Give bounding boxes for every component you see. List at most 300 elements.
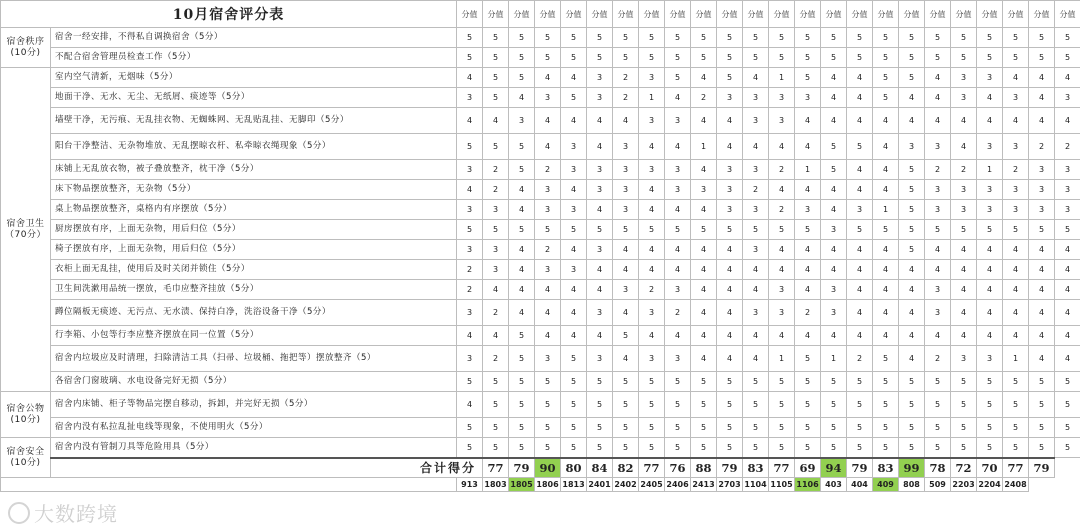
score-cell: 5 <box>899 438 925 458</box>
room-id-cell: 2401 <box>587 478 613 492</box>
score-cell: 5 <box>613 372 639 392</box>
score-cell: 3 <box>743 300 769 326</box>
watermark-logo-icon <box>8 502 30 524</box>
score-cell: 3 <box>561 200 587 220</box>
score-cell: 5 <box>483 418 509 438</box>
score-cell: 3 <box>821 220 847 240</box>
score-cell: 5 <box>691 438 717 458</box>
score-cell: 5 <box>873 438 899 458</box>
total-score-cell: 77 <box>769 458 795 478</box>
score-cell: 4 <box>873 134 899 160</box>
score-cell: 3 <box>457 300 483 326</box>
score-cell: 4 <box>769 240 795 260</box>
score-cell: 5 <box>639 438 665 458</box>
score-cell: 5 <box>977 28 1003 48</box>
criterion-row <box>1 300 1080 326</box>
score-cell: 3 <box>977 180 1003 200</box>
score-cell: 4 <box>951 134 977 160</box>
room-id-cell: 403 <box>821 478 847 492</box>
score-cell: 4 <box>925 326 951 346</box>
score-cell: 4 <box>561 300 587 326</box>
score-cell: 5 <box>483 88 509 108</box>
score-cell: 5 <box>1055 220 1080 240</box>
score-cell: 2 <box>925 160 951 180</box>
total-score-cell: 79 <box>847 458 873 478</box>
score-cell: 2 <box>483 180 509 200</box>
criterion-row <box>1 260 1080 280</box>
score-cell: 5 <box>899 28 925 48</box>
criterion-text: 行李箱、小包等行李应整齐摆放在同一位置（5分） <box>51 326 457 346</box>
score-cell: 4 <box>457 108 483 134</box>
score-cell: 5 <box>1029 48 1055 68</box>
score-cell: 2 <box>743 180 769 200</box>
score-cell: 4 <box>535 280 561 300</box>
room-id-cell: 404 <box>847 478 873 492</box>
score-cell: 5 <box>873 346 899 372</box>
score-cell: 4 <box>925 260 951 280</box>
score-cell: 4 <box>587 200 613 220</box>
score-cell: 5 <box>1003 372 1029 392</box>
criterion-text: 室内空气清新，无烟味（5分） <box>51 68 457 88</box>
score-cell: 4 <box>483 326 509 346</box>
score-cell: 5 <box>821 160 847 180</box>
room-id-cell: 2203 <box>951 478 977 492</box>
score-cell: 5 <box>1055 392 1080 418</box>
criterion-text: 墙壁干净，无污痕、无乱挂衣物、无蜘蛛网、无乱贴乱挂、无脚印（5分） <box>51 108 457 134</box>
score-cell: 5 <box>769 28 795 48</box>
score-cell: 5 <box>899 220 925 240</box>
criterion-text: 床铺上无乱放衣物，被子叠放整齐，枕干净（5分） <box>51 160 457 180</box>
score-cell: 4 <box>951 326 977 346</box>
criterion-row <box>1 28 1080 48</box>
category-label: 宿舍卫生（70分） <box>1 68 51 392</box>
total-score-cell: 94 <box>821 458 847 478</box>
score-cell: 4 <box>847 180 873 200</box>
score-cell: 5 <box>561 418 587 438</box>
score-cell: 5 <box>795 438 821 458</box>
score-cell: 1 <box>821 346 847 372</box>
score-cell: 5 <box>509 346 535 372</box>
score-cell: 4 <box>873 280 899 300</box>
room-id-cell: 2408 <box>1003 478 1029 492</box>
score-cell: 5 <box>1055 372 1080 392</box>
score-cell: 5 <box>821 28 847 48</box>
score-cell: 4 <box>951 300 977 326</box>
score-cell: 4 <box>795 108 821 134</box>
score-cell: 5 <box>509 134 535 160</box>
score-cell: 5 <box>743 48 769 68</box>
score-cell: 5 <box>509 220 535 240</box>
score-cell: 3 <box>717 160 743 180</box>
score-cell: 5 <box>483 438 509 458</box>
score-cell: 5 <box>509 326 535 346</box>
score-cell: 5 <box>821 418 847 438</box>
criterion-row <box>1 200 1080 220</box>
score-cell: 4 <box>587 280 613 300</box>
score-cell: 5 <box>977 48 1003 68</box>
score-cell: 3 <box>483 260 509 280</box>
score-cell: 5 <box>535 392 561 418</box>
score-column-header: 分值 <box>873 1 899 28</box>
total-score-cell: 88 <box>691 458 717 478</box>
criterion-text: 衣柜上面无乱挂，使用后及时关闭并锁住（5分） <box>51 260 457 280</box>
score-cell: 2 <box>925 346 951 372</box>
score-cell: 4 <box>821 68 847 88</box>
criterion-text: 蹲位隔板无痰迹、无污点、无水渍、保持白净，洗浴设备干净（5分） <box>51 300 457 326</box>
score-cell: 4 <box>743 68 769 88</box>
score-cell: 4 <box>1055 326 1080 346</box>
score-cell: 5 <box>769 392 795 418</box>
score-cell: 4 <box>821 260 847 280</box>
watermark <box>8 498 118 527</box>
score-cell: 3 <box>795 88 821 108</box>
score-cell: 5 <box>1029 392 1055 418</box>
score-cell: 4 <box>613 260 639 280</box>
score-cell: 4 <box>1029 88 1055 108</box>
score-cell: 4 <box>1003 300 1029 326</box>
score-cell: 4 <box>925 240 951 260</box>
score-cell: 5 <box>795 48 821 68</box>
score-cell: 3 <box>613 180 639 200</box>
room-id-cell: 1813 <box>561 478 587 492</box>
score-cell: 4 <box>665 200 691 220</box>
score-cell: 3 <box>665 280 691 300</box>
score-cell: 4 <box>847 240 873 260</box>
score-cell: 5 <box>613 28 639 48</box>
criterion-text: 宿舍内垃圾应及时清理，扫除清洁工具（扫帚、垃圾桶、拖把等）摆放整齐（5） <box>51 346 457 372</box>
score-cell: 4 <box>899 326 925 346</box>
score-cell: 4 <box>821 88 847 108</box>
room-id-cell: 2402 <box>613 478 639 492</box>
score-cell: 5 <box>509 68 535 88</box>
score-cell: 5 <box>873 392 899 418</box>
score-cell: 5 <box>795 346 821 372</box>
score-cell: 4 <box>873 180 899 200</box>
score-column-header: 分值 <box>899 1 925 28</box>
score-cell: 3 <box>535 346 561 372</box>
score-cell: 3 <box>665 160 691 180</box>
score-cell: 5 <box>769 372 795 392</box>
score-cell: 5 <box>587 48 613 68</box>
criterion-row <box>1 392 1080 418</box>
score-cell: 4 <box>977 240 1003 260</box>
score-cell: 5 <box>873 372 899 392</box>
score-cell: 5 <box>613 326 639 346</box>
score-cell: 5 <box>821 48 847 68</box>
score-cell: 4 <box>691 108 717 134</box>
score-cell: 4 <box>587 108 613 134</box>
room-id-cell: 2703 <box>717 478 743 492</box>
score-cell: 4 <box>847 160 873 180</box>
score-cell: 4 <box>1003 240 1029 260</box>
header-row <box>1 1 1080 28</box>
score-cell: 4 <box>665 260 691 280</box>
criterion-row <box>1 88 1080 108</box>
score-cell: 3 <box>977 200 1003 220</box>
score-cell: 5 <box>717 438 743 458</box>
criterion-row <box>1 418 1080 438</box>
criterion-row <box>1 280 1080 300</box>
score-cell: 5 <box>613 220 639 240</box>
score-column-header: 分值 <box>509 1 535 28</box>
score-cell: 4 <box>457 68 483 88</box>
score-cell: 5 <box>951 220 977 240</box>
score-cell: 4 <box>691 240 717 260</box>
score-cell: 5 <box>717 392 743 418</box>
score-cell: 5 <box>1003 28 1029 48</box>
room-id-cell: 2405 <box>639 478 665 492</box>
score-cell: 4 <box>535 134 561 160</box>
score-column-header: 分值 <box>821 1 847 28</box>
score-cell: 4 <box>717 108 743 134</box>
room-id-cell: 1104 <box>743 478 769 492</box>
score-cell: 4 <box>457 392 483 418</box>
room-id-cell: 2204 <box>977 478 1003 492</box>
score-cell: 2 <box>951 160 977 180</box>
score-cell: 5 <box>899 48 925 68</box>
score-cell: 5 <box>717 28 743 48</box>
score-cell: 4 <box>743 260 769 280</box>
score-column-header: 分值 <box>795 1 821 28</box>
score-cell: 3 <box>1029 180 1055 200</box>
score-cell: 5 <box>613 392 639 418</box>
total-score-cell: 83 <box>743 458 769 478</box>
watermark-text: 大数跨境 <box>34 502 118 526</box>
score-cell: 3 <box>1055 200 1080 220</box>
score-cell: 4 <box>899 88 925 108</box>
score-cell: 5 <box>847 48 873 68</box>
score-cell: 5 <box>457 48 483 68</box>
score-cell: 5 <box>613 48 639 68</box>
score-cell: 3 <box>535 88 561 108</box>
total-score-cell: 82 <box>613 458 639 478</box>
room-id-cell: 1803 <box>483 478 509 492</box>
score-cell: 3 <box>925 300 951 326</box>
score-cell: 4 <box>613 108 639 134</box>
room-id-cell: 1105 <box>769 478 795 492</box>
score-cell: 5 <box>587 438 613 458</box>
score-cell: 5 <box>769 220 795 240</box>
score-cell: 5 <box>873 418 899 438</box>
score-cell: 5 <box>535 372 561 392</box>
score-cell: 4 <box>821 326 847 346</box>
criterion-row <box>1 180 1080 200</box>
total-label: 合计得分 <box>51 458 483 478</box>
score-cell: 5 <box>717 372 743 392</box>
score-cell: 3 <box>587 240 613 260</box>
score-cell: 3 <box>717 180 743 200</box>
category-label: 宿舍安全 (10分) <box>1 438 51 478</box>
score-cell: 3 <box>639 300 665 326</box>
score-cell: 5 <box>457 134 483 160</box>
criterion-row <box>1 134 1080 160</box>
score-cell: 5 <box>847 392 873 418</box>
score-cell: 3 <box>561 134 587 160</box>
score-column-header: 分值 <box>613 1 639 28</box>
room-id-cell: 1806 <box>535 478 561 492</box>
score-cell: 3 <box>1029 200 1055 220</box>
score-cell: 4 <box>639 180 665 200</box>
score-cell: 5 <box>743 392 769 418</box>
score-cell: 3 <box>457 160 483 180</box>
score-cell: 5 <box>665 418 691 438</box>
score-cell: 5 <box>483 392 509 418</box>
score-cell: 4 <box>509 260 535 280</box>
score-cell: 4 <box>769 326 795 346</box>
score-cell: 5 <box>535 28 561 48</box>
score-cell: 5 <box>743 438 769 458</box>
score-cell: 2 <box>847 346 873 372</box>
score-cell: 3 <box>925 280 951 300</box>
score-cell: 5 <box>769 48 795 68</box>
score-cell: 4 <box>587 260 613 280</box>
score-cell: 3 <box>587 346 613 372</box>
score-cell: 3 <box>1003 180 1029 200</box>
score-cell: 3 <box>1055 160 1080 180</box>
score-cell: 4 <box>717 134 743 160</box>
criterion-text: 床下物品摆放整齐，无杂物（5分） <box>51 180 457 200</box>
criterion-text: 宿舍内床铺、柜子等物品完摆自移动，拆卸，并完好无损（5分） <box>51 392 457 418</box>
score-cell: 5 <box>1029 372 1055 392</box>
criterion-text: 阳台干净整洁、无杂物堆放、无乱摆晾衣杆、私牵晾衣绳现象（5分） <box>51 134 457 160</box>
score-cell: 3 <box>613 160 639 180</box>
score-cell: 4 <box>691 160 717 180</box>
score-cell: 5 <box>899 418 925 438</box>
score-cell: 3 <box>457 240 483 260</box>
score-cell: 5 <box>561 28 587 48</box>
criterion-text: 不配合宿舍管理员检查工作（5分） <box>51 48 457 68</box>
score-cell: 4 <box>457 180 483 200</box>
score-cell: 4 <box>1029 326 1055 346</box>
score-cell: 5 <box>951 28 977 48</box>
score-cell: 4 <box>691 200 717 220</box>
score-cell: 4 <box>509 240 535 260</box>
score-cell: 4 <box>535 108 561 134</box>
score-cell: 3 <box>1003 88 1029 108</box>
score-cell: 5 <box>639 392 665 418</box>
score-cell: 4 <box>769 134 795 160</box>
score-column-header: 分值 <box>925 1 951 28</box>
room-id-cell: 2413 <box>691 478 717 492</box>
criterion-text: 卫生间洗漱用品统一摆放，毛巾应整齐挂放（5分） <box>51 280 457 300</box>
score-cell: 5 <box>483 68 509 88</box>
score-cell: 4 <box>821 240 847 260</box>
score-cell: 5 <box>717 68 743 88</box>
score-cell: 4 <box>847 108 873 134</box>
score-cell: 4 <box>795 134 821 160</box>
score-cell: 4 <box>873 240 899 260</box>
score-cell: 4 <box>769 180 795 200</box>
score-cell: 4 <box>665 88 691 108</box>
score-cell: 3 <box>665 108 691 134</box>
score-cell: 4 <box>795 240 821 260</box>
score-cell: 4 <box>899 280 925 300</box>
criterion-text: 宿舍内没有管制刀具等危险用具（5分） <box>51 438 457 458</box>
score-cell: 3 <box>795 200 821 220</box>
score-cell: 5 <box>691 418 717 438</box>
score-column-header: 分值 <box>1055 1 1080 28</box>
score-cell: 5 <box>639 418 665 438</box>
score-column-header: 分值 <box>743 1 769 28</box>
score-cell: 5 <box>717 48 743 68</box>
score-cell: 3 <box>1029 160 1055 180</box>
score-cell: 3 <box>951 68 977 88</box>
score-cell: 5 <box>1003 220 1029 240</box>
score-cell: 3 <box>483 240 509 260</box>
score-cell: 5 <box>509 372 535 392</box>
score-cell: 4 <box>483 108 509 134</box>
score-cell: 5 <box>561 346 587 372</box>
score-cell: 4 <box>665 326 691 346</box>
score-cell: 5 <box>899 160 925 180</box>
score-cell: 5 <box>457 438 483 458</box>
score-cell: 5 <box>561 372 587 392</box>
score-cell: 3 <box>1003 200 1029 220</box>
score-cell: 3 <box>509 108 535 134</box>
score-cell: 4 <box>639 134 665 160</box>
score-cell: 3 <box>639 346 665 372</box>
score-cell: 4 <box>977 280 1003 300</box>
category-label: 宿舍公物 (10分) <box>1 392 51 438</box>
score-column-header: 分值 <box>639 1 665 28</box>
score-cell: 4 <box>717 280 743 300</box>
score-cell: 4 <box>951 240 977 260</box>
total-score-cell: 84 <box>587 458 613 478</box>
score-cell: 4 <box>847 260 873 280</box>
total-score-cell: 79 <box>509 458 535 478</box>
score-column-header: 分值 <box>457 1 483 28</box>
score-cell: 5 <box>769 418 795 438</box>
score-cell: 4 <box>587 326 613 346</box>
score-cell: 5 <box>899 180 925 200</box>
score-cell: 4 <box>561 280 587 300</box>
score-cell: 3 <box>743 88 769 108</box>
score-cell: 3 <box>639 68 665 88</box>
score-cell: 4 <box>1055 280 1080 300</box>
score-cell: 3 <box>587 88 613 108</box>
score-cell: 5 <box>639 48 665 68</box>
score-cell: 4 <box>925 68 951 88</box>
score-cell: 5 <box>1055 28 1080 48</box>
score-cell: 4 <box>847 88 873 108</box>
score-cell: 5 <box>561 88 587 108</box>
score-column-header: 分值 <box>665 1 691 28</box>
score-cell: 5 <box>509 48 535 68</box>
score-cell: 5 <box>457 28 483 48</box>
score-cell: 5 <box>977 392 1003 418</box>
score-cell: 4 <box>873 260 899 280</box>
criterion-row <box>1 68 1080 88</box>
score-cell: 2 <box>613 68 639 88</box>
score-cell: 5 <box>847 134 873 160</box>
score-cell: 4 <box>1029 240 1055 260</box>
score-cell: 3 <box>665 346 691 372</box>
score-cell: 4 <box>717 346 743 372</box>
score-cell: 2 <box>769 200 795 220</box>
score-cell: 5 <box>665 48 691 68</box>
score-cell: 5 <box>795 372 821 392</box>
score-cell: 5 <box>535 48 561 68</box>
score-cell: 3 <box>717 88 743 108</box>
score-cell: 5 <box>1003 438 1029 458</box>
score-cell: 4 <box>925 88 951 108</box>
score-cell: 3 <box>665 180 691 200</box>
score-cell: 3 <box>821 300 847 326</box>
score-cell: 4 <box>1003 68 1029 88</box>
total-row <box>1 458 1080 478</box>
score-cell: 3 <box>769 280 795 300</box>
score-cell: 5 <box>561 48 587 68</box>
